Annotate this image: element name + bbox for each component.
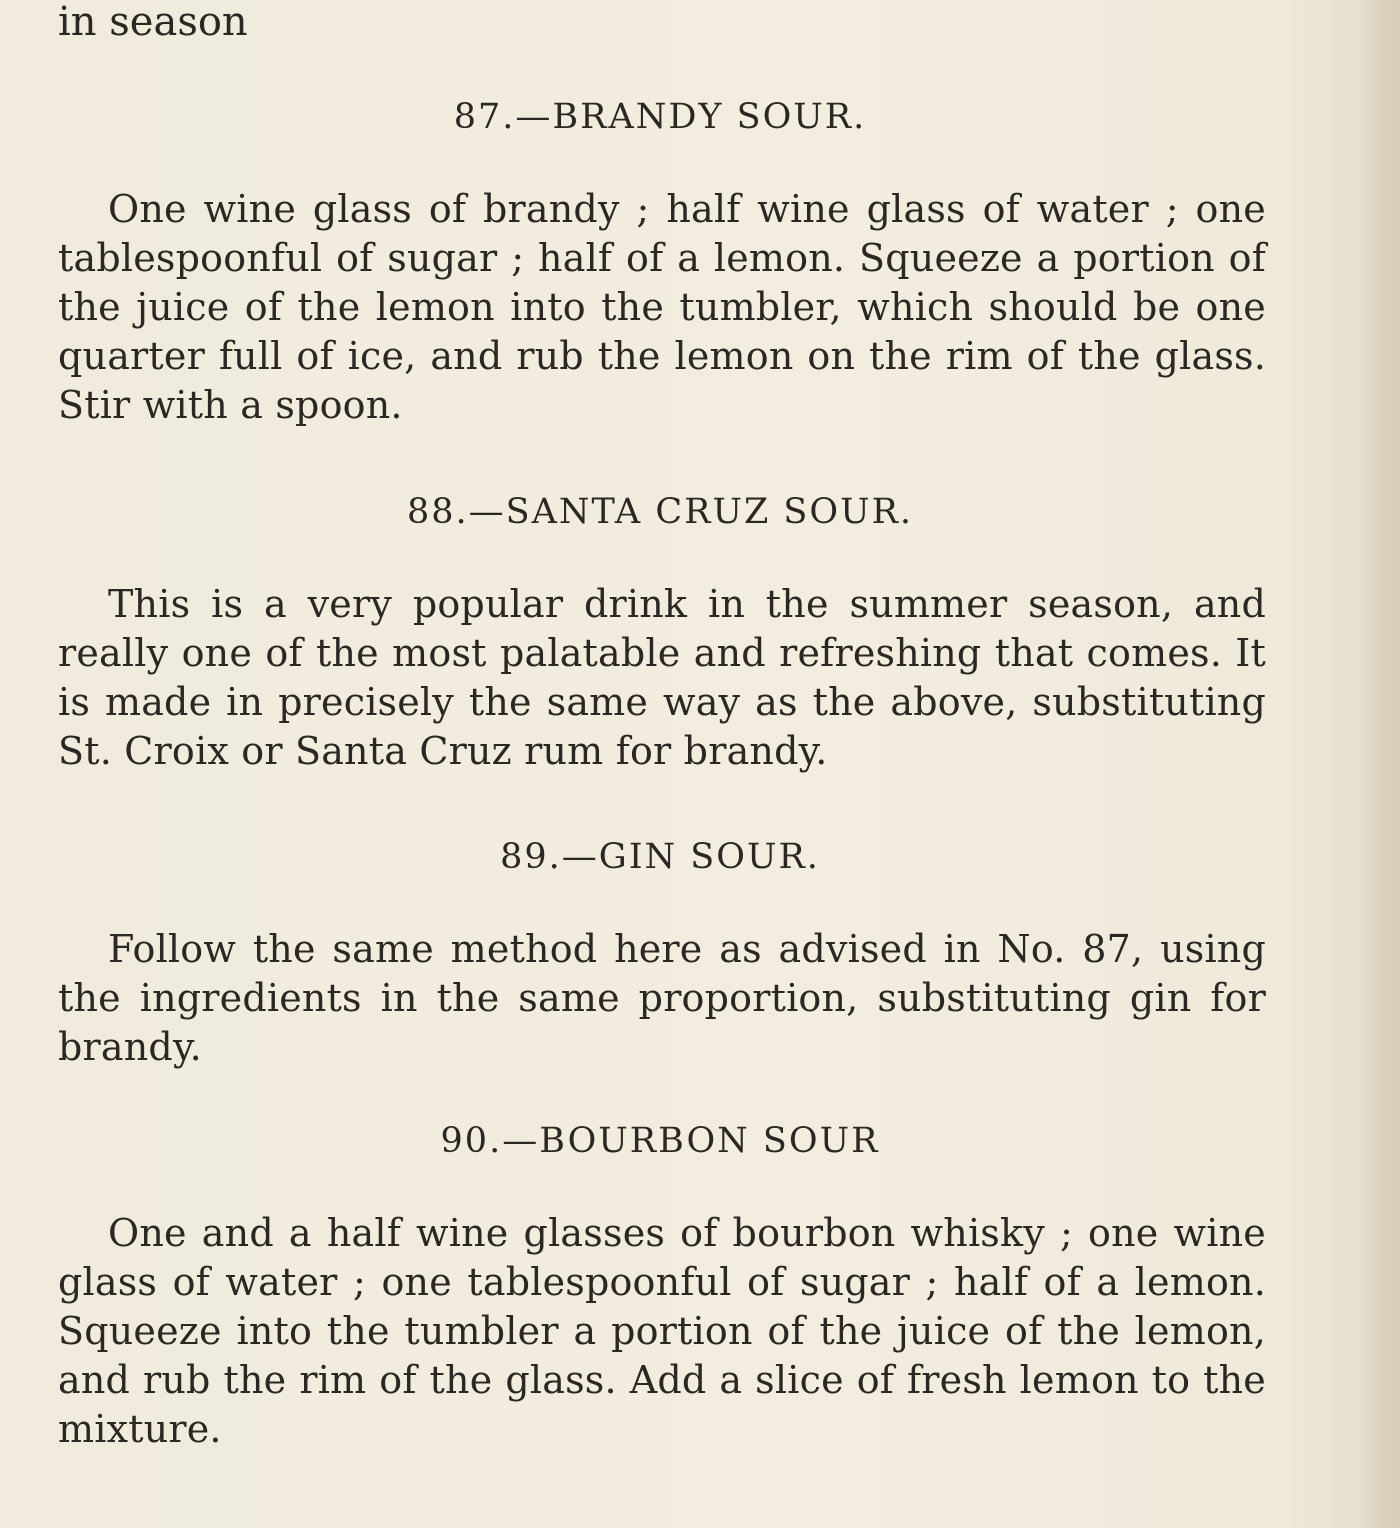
recipe-heading-brandy-sour: 87.—BRANDY SOUR.	[453, 97, 867, 137]
recipe-body-brandy-sour	[58, 185, 1266, 430]
recipe-text: Follow the same method here as advised in No. 87, using the ingredients in the same proportion, substituting gin for brandy.	[58, 927, 1266, 1069]
recipe-heading-bourbon-sour: 90.—BOURBON SOUR	[440, 1121, 880, 1161]
recipe-text: This is a very popular drink in the summer season, and really one of the most palatable and refreshing that comes. It is made in precisely the same way as the above, substituting St. Croix or Santa Cruz rum for brandy.	[58, 582, 1266, 773]
recipe-text: One wine glass of brandy ; half wine glass of water ; one tablespoonful of sugar ; half of a lemon. Squeeze a portion of the juice of the lemon into the tumbler, which should be one quarter full of ice, and rub the lemon on the rim of the glass. Stir with a spoon.	[58, 187, 1266, 427]
recipe-heading-santa-cruz-sour: 88.—SANTA CRUZ SOUR.	[406, 492, 914, 532]
previous-recipe-fragment: in season	[58, 0, 248, 45]
recipe-body-gin-sour	[58, 925, 1266, 1072]
recipe-body-santa-cruz-sour	[58, 580, 1266, 776]
page-edge-shadow	[1362, 0, 1400, 1528]
recipe-text: One and a half wine glasses of bourbon whisky ; one wine glass of water ; one tablespoonful of sugar ; half of a lemon. Squeeze into the tumbler a portion of the juice of the lemon, and rub the rim of the glass. Add a slice of fresh lemon to the mixture.	[58, 1211, 1266, 1451]
recipe-heading-gin-sour: 89.—GIN SOUR.	[500, 837, 820, 877]
recipe-body-bourbon-sour	[58, 1209, 1266, 1454]
